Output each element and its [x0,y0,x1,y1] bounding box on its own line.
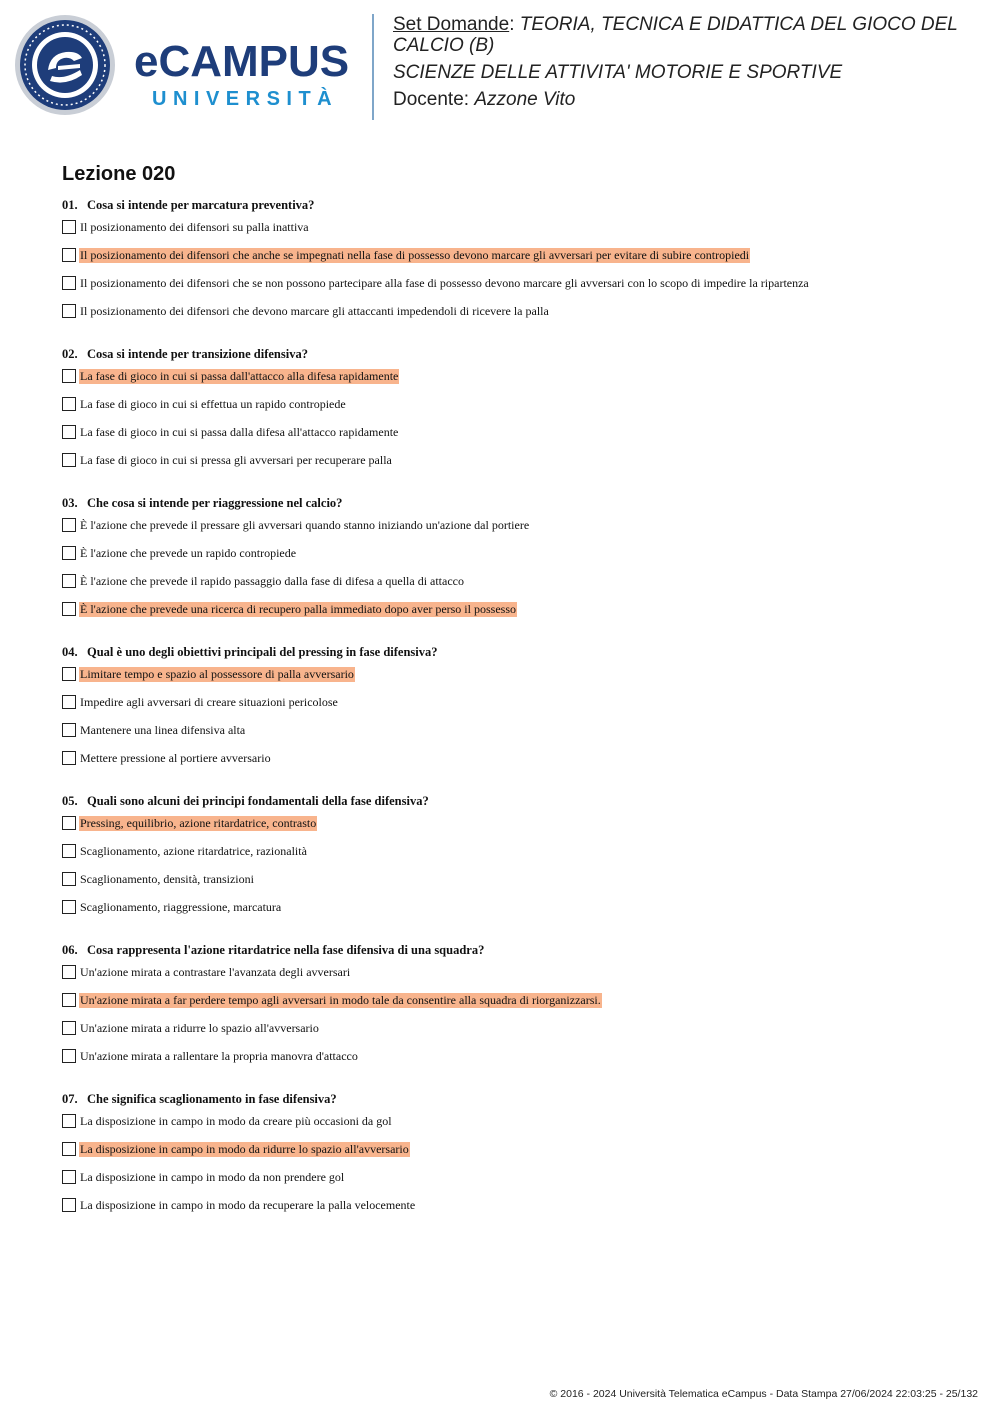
answer-checkbox[interactable] [62,1198,76,1212]
answer-checkbox[interactable] [62,1170,76,1184]
question-text [62,495,982,512]
answer-checkbox[interactable] [62,965,76,979]
answer-option[interactable] [62,453,982,481]
answer-option[interactable] [62,602,982,630]
question-block [62,793,982,928]
answer-text-correct: Il posizionamento dei difensori che anche se impegnati nella fase di possesso devono marcare gli avversari per evitare di subire contropiedi [80,248,750,262]
question-label: Qual è uno degli obiettivi principali del pressing in fase difensiva? [87,645,438,659]
answer-option[interactable] [62,844,982,872]
lesson-title: Lezione 020 [62,163,176,185]
question-text [62,197,982,214]
header-divider [372,14,374,120]
answer-checkbox[interactable] [62,453,76,467]
question-label: Cosa rappresenta l'azione ritardatrice nella fase difensiva di una squadra? [87,943,485,957]
question-text [62,793,982,810]
answer-option[interactable] [62,369,982,397]
answer-checkbox[interactable] [62,602,76,616]
teacher-label: Docente: [393,89,470,110]
answer-option[interactable] [62,723,982,751]
answer-text: Il posizionamento dei difensori su palla inattiva [80,220,309,234]
question-label: Cosa si intende per transizione difensiva? [87,347,308,361]
answer-checkbox[interactable] [62,397,76,411]
question-number: 05. [62,794,78,808]
answer-option[interactable] [62,695,982,723]
course-header [393,14,983,116]
answer-text: È l'azione che prevede il pressare gli avversari quando stanno iniziando un'azione dal portiere [80,518,530,532]
answer-checkbox[interactable] [62,695,76,709]
degree-name: SCIENZE DELLE ATTIVITA' MOTORIE E SPORTIVE [393,62,843,83]
answer-option[interactable] [62,546,982,574]
answer-checkbox[interactable] [62,816,76,830]
answer-text: È l'azione che prevede un rapido contropiede [80,546,297,560]
answer-checkbox[interactable] [62,1142,76,1156]
answer-text: Il posizionamento dei difensori che devono marcare gli attaccanti impedendoli di ricevere la palla [80,304,549,318]
question-list [62,197,982,1240]
answer-text: La disposizione in campo in modo da non prendere gol [80,1170,345,1184]
question-block [62,346,982,481]
question-number: 04. [62,645,78,659]
question-text [62,644,982,661]
ecampus-seal-logo [14,14,116,116]
question-label: Cosa si intende per marcatura preventiva? [87,198,315,212]
answer-text-correct: La fase di gioco in cui si passa dall'attacco alla difesa rapidamente [80,369,399,383]
answer-checkbox[interactable] [62,546,76,560]
answer-text: La fase di gioco in cui si effettua un rapido contropiede [80,397,346,411]
course-title-line [393,14,983,56]
answer-text: La disposizione in campo in modo da creare più occasioni da gol [80,1114,392,1128]
answer-option[interactable] [62,816,982,844]
answer-text: Scaglionamento, densità, transizioni [80,872,254,886]
answer-option[interactable] [62,1198,982,1226]
answer-option[interactable] [62,425,982,453]
answer-text: Un'azione mirata a rallentare la propria manovra d'attacco [80,1049,358,1063]
answer-option[interactable] [62,304,982,332]
question-number: 07. [62,1092,78,1106]
answer-option[interactable] [62,993,982,1021]
answer-text: Mantenere una linea difensiva alta [80,723,246,737]
course-title: TEORIA, TECNICA E DIDATTICA DEL GIOCO DEL CALCIO (B) [393,14,958,56]
answer-text: Un'azione mirata a ridurre lo spazio all'avversario [80,1021,319,1035]
answer-checkbox[interactable] [62,751,76,765]
answer-checkbox[interactable] [62,872,76,886]
answer-checkbox[interactable] [62,900,76,914]
question-label: Che cosa si intende per riaggressione nel calcio? [87,496,343,510]
answer-option[interactable] [62,276,982,304]
logo-brand-text: eCAMPUS [134,37,350,86]
answer-option[interactable] [62,872,982,900]
answer-checkbox[interactable] [62,220,76,234]
answer-option[interactable] [62,667,982,695]
question-block [62,942,982,1077]
answer-checkbox[interactable] [62,667,76,681]
ecampus-wordmark [134,37,350,111]
question-label: Quali sono alcuni dei principi fondamentali della fase difensiva? [87,794,429,808]
logo-sub-text: UNIVERSITÀ [152,88,339,110]
answer-option[interactable] [62,518,982,546]
answer-text: La fase di gioco in cui si pressa gli avversari per recuperare palla [80,453,392,467]
answer-checkbox[interactable] [62,1049,76,1063]
answer-option[interactable] [62,1170,982,1198]
question-number: 03. [62,496,78,510]
answer-option[interactable] [62,574,982,602]
answer-checkbox[interactable] [62,369,76,383]
answer-option[interactable] [62,1114,982,1142]
answer-text: La disposizione in campo in modo da recuperare la palla velocemente [80,1198,416,1212]
answer-checkbox[interactable] [62,993,76,1007]
answer-option[interactable] [62,1142,982,1170]
answer-checkbox[interactable] [62,574,76,588]
teacher-name: Azzone Vito [474,89,576,110]
answer-option[interactable] [62,220,982,248]
answer-text: Impedire agli avversari di creare situazioni pericolose [80,695,338,709]
answer-checkbox[interactable] [62,844,76,858]
answer-checkbox[interactable] [62,518,76,532]
question-block [62,1091,982,1226]
answer-text-correct: Pressing, equilibrio, azione ritardatrice, contrasto [80,816,317,830]
question-number: 06. [62,943,78,957]
answer-option[interactable] [62,900,982,928]
teacher-line [393,89,983,110]
answer-checkbox[interactable] [62,1114,76,1128]
answer-checkbox[interactable] [62,723,76,737]
set-colon: : [509,14,520,35]
question-text [62,346,982,363]
question-block [62,197,982,332]
answer-text: La fase di gioco in cui si passa dalla difesa all'attacco rapidamente [80,425,399,439]
answer-option[interactable] [62,397,982,425]
answer-checkbox[interactable] [62,248,76,262]
question-block [62,644,982,779]
answer-option[interactable] [62,751,982,779]
answer-option[interactable] [62,248,982,276]
answer-text: È l'azione che prevede il rapido passaggio dalla fase di difesa a quella di attacco [80,574,464,588]
answer-text: Scaglionamento, azione ritardatrice, razionalità [80,844,307,858]
question-label: Che significa scaglionamento in fase difensiva? [87,1092,337,1106]
answer-option[interactable] [62,1021,982,1049]
set-label: Set Domande [393,14,510,35]
question-text [62,1091,982,1108]
page-footer: © 2016 - 2024 Università Telematica eCampus - Data Stampa 27/06/2024 22:03:25 - 25/132 [549,1388,978,1400]
question-block [62,495,982,630]
answer-text: Un'azione mirata a contrastare l'avanzata degli avversari [80,965,351,979]
question-number: 01. [62,198,78,212]
answer-text: Scaglionamento, riaggressione, marcatura [80,900,282,914]
answer-text-correct: Limitare tempo e spazio al possessore di palla avversario [80,667,354,681]
answer-option[interactable] [62,1049,982,1077]
answer-text: Mettere pressione al portiere avversario [80,751,271,765]
answer-text-correct: La disposizione in campo in modo da ridurre lo spazio all'avversario [80,1142,409,1156]
answer-text-correct: È l'azione che prevede una ricerca di recupero palla immediato dopo aver perso il possesso [80,602,516,616]
answer-text: Il posizionamento dei difensori che se non possono partecipare alla fase di possesso devono marcare gli avversari con lo scopo di impedire la ripartenza [80,276,809,290]
question-number: 02. [62,347,78,361]
answer-checkbox[interactable] [62,425,76,439]
answer-option[interactable] [62,965,982,993]
answer-checkbox[interactable] [62,1021,76,1035]
answer-text-correct: Un'azione mirata a far perdere tempo agli avversari in modo tale da consentire alla squadra di riorganizzarsi. [80,993,601,1007]
answer-checkbox[interactable] [62,304,76,318]
answer-checkbox[interactable] [62,276,76,290]
question-text [62,942,982,959]
